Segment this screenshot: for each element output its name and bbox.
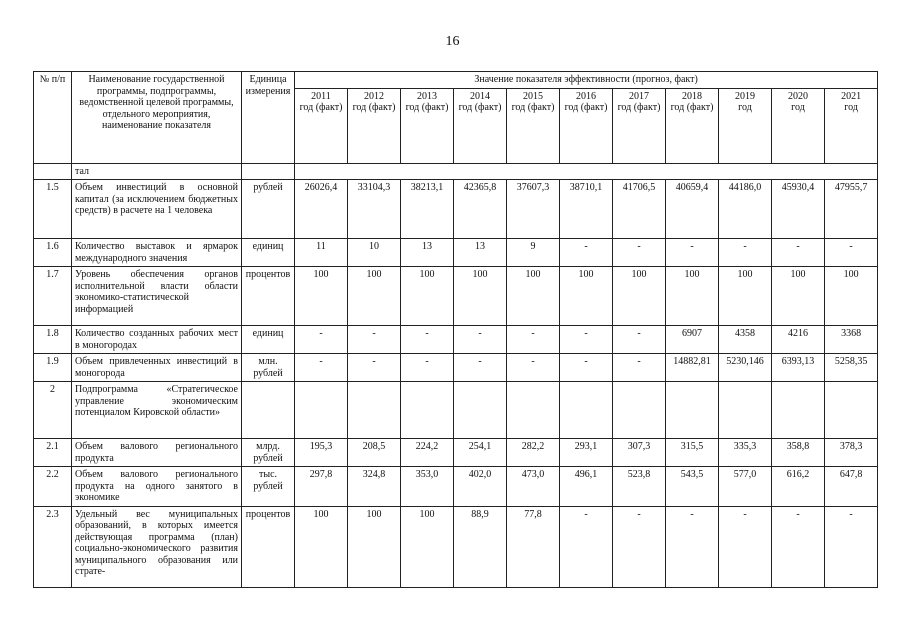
row-name: Удельный вес муниципальных образований, в которых имеется действующая программа (план) социально-экономического развития муниципального образования или страте-: [72, 506, 242, 587]
row-value: 5258,35: [825, 354, 878, 382]
row-value: 100: [401, 267, 454, 326]
row-unit: единиц: [242, 239, 295, 267]
row-name: Объем инвестиций в основной капитал (за исключением бюджетных средств) в расчете на 1 человека: [72, 180, 242, 239]
table-row: [34, 439, 878, 467]
row-value: -: [613, 354, 666, 382]
row-name: Количество созданных рабочих мест в моногородах: [72, 326, 242, 354]
row-value: 77,8: [507, 506, 560, 587]
row-value: 13: [401, 239, 454, 267]
row-value: 100: [295, 267, 348, 326]
row-num: 1.8: [34, 326, 72, 354]
row-value: -: [666, 239, 719, 267]
row-value: 378,3: [825, 439, 878, 467]
row-value: -: [401, 354, 454, 382]
row-value: 100: [666, 267, 719, 326]
header-year-label: 2011: [311, 90, 331, 102]
row-value: 38213,1: [401, 180, 454, 239]
row-value: 40659,4: [666, 180, 719, 239]
row-num: 2.2: [34, 467, 72, 507]
header-year-sub: год (факт): [299, 102, 343, 113]
header-values-title: Значение показателя эффективности (прогноз, факт): [295, 72, 878, 89]
row-value: 47955,7: [825, 180, 878, 239]
row-value: [613, 382, 666, 439]
header-year-2019: [719, 88, 772, 163]
table-row: [34, 239, 878, 267]
row-value: 307,3: [613, 439, 666, 467]
row-value: 14882,81: [666, 354, 719, 382]
row-value: [401, 382, 454, 439]
indicator-table: [33, 71, 878, 588]
header-year-sub: год (факт): [405, 102, 449, 113]
table-row: [34, 467, 878, 507]
header-year-sub: год: [738, 102, 752, 113]
row-value: 13: [454, 239, 507, 267]
row-value: 10: [348, 239, 401, 267]
row-value: -: [560, 239, 613, 267]
row-value: -: [295, 326, 348, 354]
page-number: 16: [445, 34, 460, 49]
row-value: 100: [401, 506, 454, 587]
row-value: 353,0: [401, 467, 454, 507]
row-value: 297,8: [295, 467, 348, 507]
row-value: 616,2: [772, 467, 825, 507]
row-value: 9: [507, 239, 560, 267]
header-year-label: 2020: [788, 90, 808, 102]
row-value: -: [772, 239, 825, 267]
header-year-label: 2019: [735, 90, 755, 102]
row-value: -: [719, 239, 772, 267]
header-name: Наименование государственной программы, подпрограммы, ведомственной целевой программы, отдельного мероприятия, наименование показателя: [72, 72, 242, 164]
row-name: Объем валового регионального продукта на одного занятого в экономике: [72, 467, 242, 507]
header-year-2017: [613, 88, 666, 163]
header-year-sub: год (факт): [564, 102, 608, 113]
row-value: 282,2: [507, 439, 560, 467]
row-value: 4216: [772, 326, 825, 354]
header-year-label: 2015: [523, 90, 543, 102]
header-year-label: 2014: [470, 90, 490, 102]
row-value: 5230,146: [719, 354, 772, 382]
header-year-sub: год (факт): [458, 102, 502, 113]
continuation-text: тал: [72, 163, 242, 180]
header-year-2012: [348, 88, 401, 163]
row-value: 11: [295, 239, 348, 267]
row-name: Подпрограмма «Стратегическое управление экономическим потенциалом Кировской области»: [72, 382, 242, 439]
header-year-sub: год: [791, 102, 805, 113]
row-value: 6907: [666, 326, 719, 354]
row-unit: млрд. рублей: [242, 439, 295, 467]
row-value: 100: [295, 506, 348, 587]
header-year-label: 2018: [682, 90, 702, 102]
row-unit: единиц: [242, 326, 295, 354]
row-value: 37607,3: [507, 180, 560, 239]
row-name: Объем валового регионального продукта: [72, 439, 242, 467]
row-value: 38710,1: [560, 180, 613, 239]
row-num: 1.5: [34, 180, 72, 239]
row-value: 402,0: [454, 467, 507, 507]
continuation-num: [34, 163, 72, 180]
row-value: -: [454, 326, 507, 354]
row-name: Уровень обеспечения органов исполнительной власти области экономико-статистической информацией: [72, 267, 242, 326]
header-year-2015: [507, 88, 560, 163]
row-value: 42365,8: [454, 180, 507, 239]
row-value: -: [560, 354, 613, 382]
row-value: 100: [772, 267, 825, 326]
row-value: -: [295, 354, 348, 382]
row-value: 100: [348, 506, 401, 587]
row-value: [295, 382, 348, 439]
row-value: 335,3: [719, 439, 772, 467]
row-num: 1.7: [34, 267, 72, 326]
row-value: 473,0: [507, 467, 560, 507]
row-value: -: [401, 326, 454, 354]
row-value: 523,8: [613, 467, 666, 507]
row-value: -: [772, 506, 825, 587]
row-value: 41706,5: [613, 180, 666, 239]
row-value: 224,2: [401, 439, 454, 467]
row-value: 577,0: [719, 467, 772, 507]
row-value: -: [560, 326, 613, 354]
row-value: [772, 382, 825, 439]
row-value: 315,5: [666, 439, 719, 467]
row-value: -: [666, 506, 719, 587]
header-num: № п/п: [34, 72, 72, 164]
row-value: -: [507, 326, 560, 354]
row-value: 44186,0: [719, 180, 772, 239]
row-unit: рублей: [242, 180, 295, 239]
row-num: 1.6: [34, 239, 72, 267]
header-year-label: 2016: [576, 90, 596, 102]
row-name: Объем привлеченных инвестиций в моногорода: [72, 354, 242, 382]
row-num: 1.9: [34, 354, 72, 382]
table-row: [34, 267, 878, 326]
row-value: 100: [719, 267, 772, 326]
row-value: 358,8: [772, 439, 825, 467]
row-value: 100: [560, 267, 613, 326]
table-row: [34, 506, 878, 587]
header-year-2014: [454, 88, 507, 163]
header-year-sub: год (факт): [670, 102, 714, 113]
continuation-values: [295, 163, 878, 180]
row-value: 100: [613, 267, 666, 326]
row-value: -: [454, 354, 507, 382]
row-value: 4358: [719, 326, 772, 354]
header-year-label: 2017: [629, 90, 649, 102]
row-unit: млн. рублей: [242, 354, 295, 382]
row-value: 100: [348, 267, 401, 326]
row-unit: тыс. рублей: [242, 467, 295, 507]
row-value: -: [825, 506, 878, 587]
row-value: -: [825, 239, 878, 267]
row-value: -: [613, 506, 666, 587]
row-value: [454, 382, 507, 439]
row-value: 208,5: [348, 439, 401, 467]
row-unit: процентов: [242, 267, 295, 326]
row-value: -: [560, 506, 613, 587]
row-value: [348, 382, 401, 439]
header-year-2020: [772, 88, 825, 163]
table-row: [34, 382, 878, 439]
row-value: -: [348, 326, 401, 354]
row-value: -: [613, 239, 666, 267]
row-name: Количество выставок и ярмарок международного значения: [72, 239, 242, 267]
row-value: 100: [507, 267, 560, 326]
header-year-2011: [295, 88, 348, 163]
header-year-label: 2012: [364, 90, 384, 102]
row-value: [666, 382, 719, 439]
row-value: 88,9: [454, 506, 507, 587]
header-unit: Единица измерения: [242, 72, 295, 164]
header-year-sub: год: [844, 102, 858, 113]
header-year-sub: год (факт): [617, 102, 661, 113]
row-value: 3368: [825, 326, 878, 354]
row-value: -: [613, 326, 666, 354]
row-value: 324,8: [348, 467, 401, 507]
row-value: -: [719, 506, 772, 587]
row-value: 254,1: [454, 439, 507, 467]
row-value: 543,5: [666, 467, 719, 507]
row-value: [825, 382, 878, 439]
row-value: [560, 382, 613, 439]
continuation-unit: [242, 163, 295, 180]
row-value: [507, 382, 560, 439]
header-year-label: 2013: [417, 90, 437, 102]
row-value: 100: [454, 267, 507, 326]
row-value: -: [507, 354, 560, 382]
row-value: 6393,13: [772, 354, 825, 382]
row-value: -: [348, 354, 401, 382]
row-value: 195,3: [295, 439, 348, 467]
row-value: 647,8: [825, 467, 878, 507]
header-year-2021: [825, 88, 878, 163]
row-value: 293,1: [560, 439, 613, 467]
row-num: 2.3: [34, 506, 72, 587]
header-year-2018: [666, 88, 719, 163]
table-row: [34, 354, 878, 382]
header-year-label: 2021: [841, 90, 862, 102]
row-unit: процентов: [242, 506, 295, 587]
header-year-sub: год (факт): [511, 102, 555, 113]
row-num: 2: [34, 382, 72, 439]
row-unit: [242, 382, 295, 439]
header-year-2016: [560, 88, 613, 163]
header-year-sub: год (факт): [352, 102, 396, 113]
row-value: 45930,4: [772, 180, 825, 239]
row-value: [719, 382, 772, 439]
row-num: 2.1: [34, 439, 72, 467]
row-value: 496,1: [560, 467, 613, 507]
row-value: 33104,3: [348, 180, 401, 239]
header-year-2013: [401, 88, 454, 163]
table-row: [34, 180, 878, 239]
row-value: 100: [825, 267, 878, 326]
row-value: 26026,4: [295, 180, 348, 239]
table-row: [34, 326, 878, 354]
